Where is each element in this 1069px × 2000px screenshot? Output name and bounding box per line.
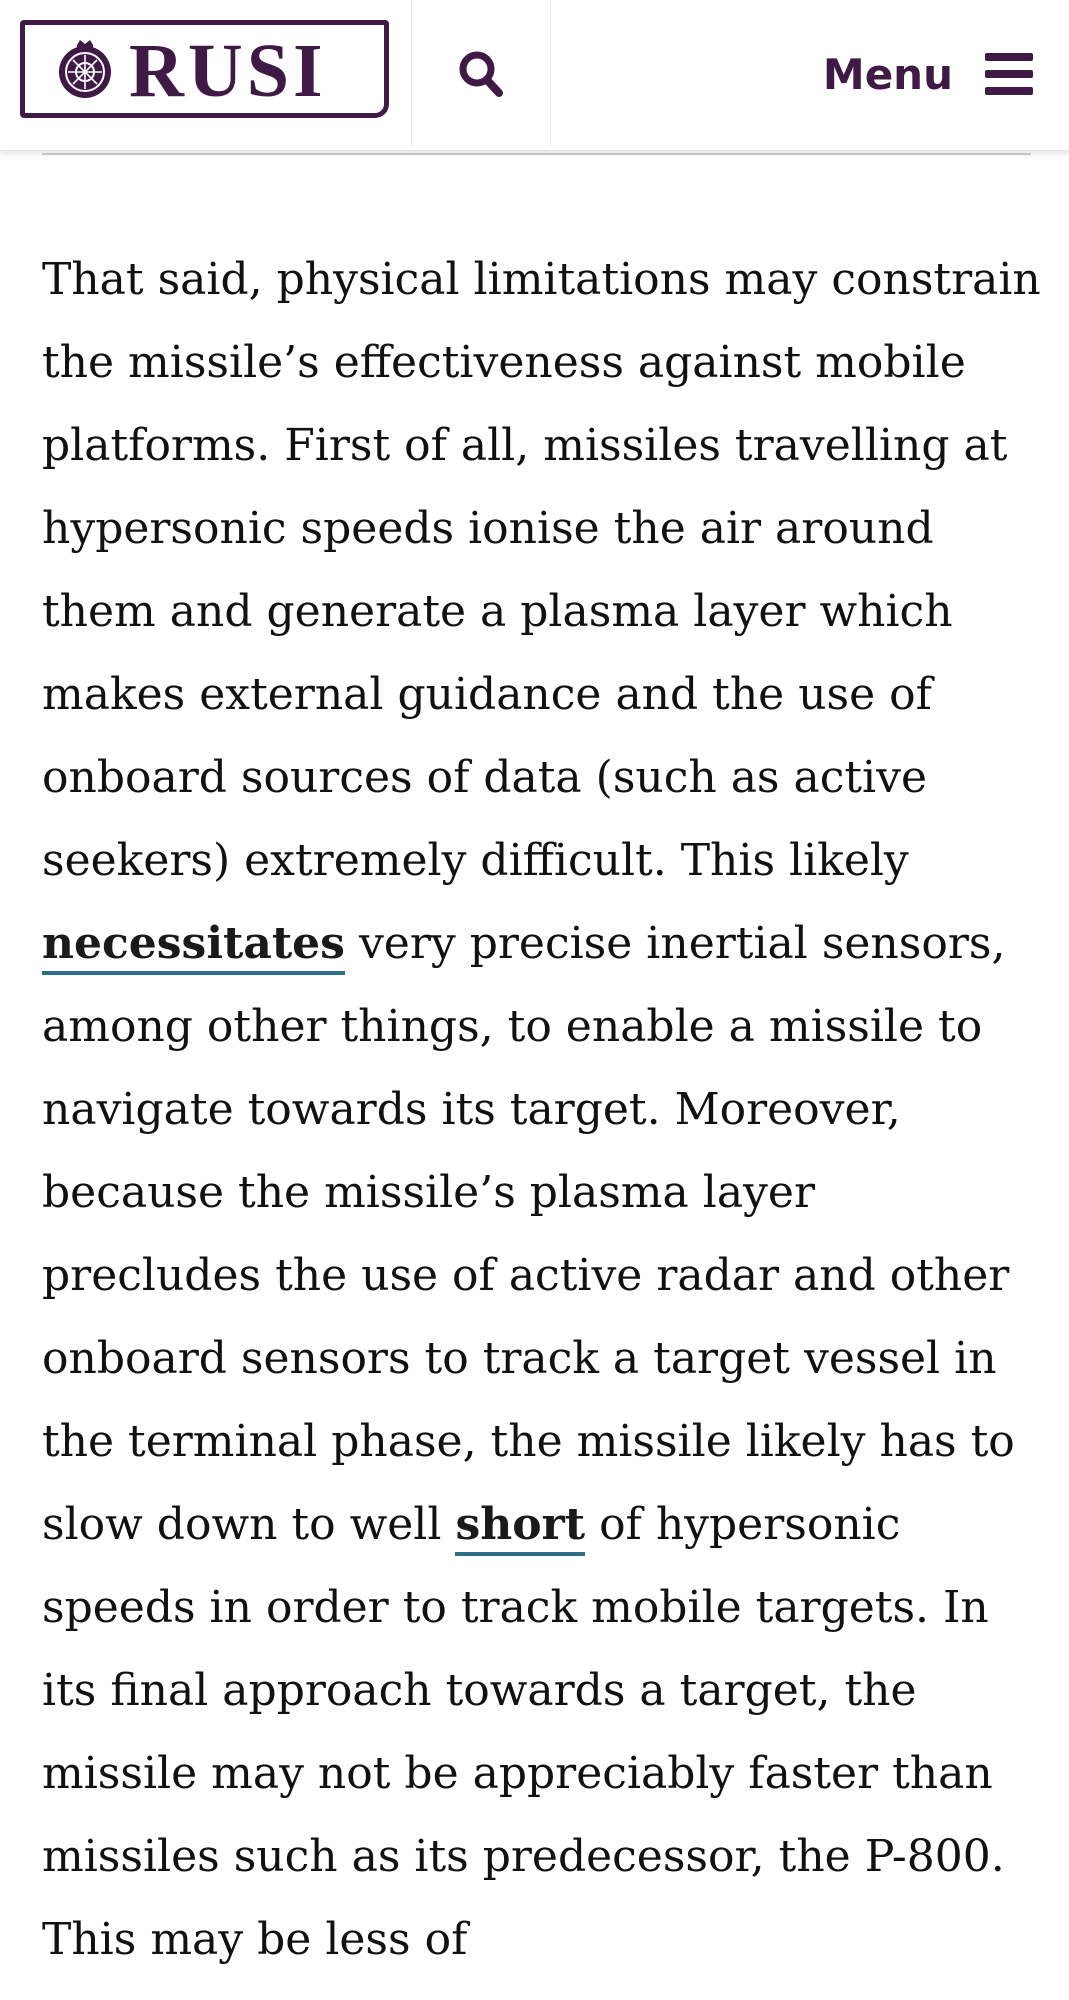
- search-button[interactable]: [412, 0, 550, 148]
- link-short[interactable]: short: [455, 1499, 585, 1556]
- menu-button[interactable]: [823, 0, 1033, 148]
- search-icon: [458, 50, 504, 98]
- menu-label: Menu: [822, 49, 953, 99]
- article-text: of hypersonic speeds in order to track mobile targets. In its final approach towards a target, the missile may not be appreciably faster than missiles such as its predecessor, the P-800. This may be less of: [42, 1499, 1005, 1965]
- hamburger-menu-icon: [985, 53, 1033, 95]
- link-necessitates[interactable]: necessitates: [42, 918, 345, 975]
- site-header: [0, 0, 1069, 151]
- rusi-logo[interactable]: [20, 20, 389, 118]
- header-rule: [42, 153, 1031, 155]
- article-text: That said, physical limitations may constrain the missile’s effectiveness against mobile platforms. First of all, missiles travelling at hypersonic speeds ionise the air around them and generate a plasma layer which makes external guidance and the use of onboard sources of data (such as active seekers) extremely difficult. This likely: [42, 254, 1041, 886]
- logo-wordmark: RUSI: [129, 29, 327, 113]
- crest-emblem-icon: [53, 37, 117, 101]
- article-text: very precise inertial sensors, among other things, to enable a missile to navigate towards its target. Moreover, because the missile’s plasma layer precludes the use of active radar and other onboard sensors to track a target vessel in the terminal phase, the missile likely has to slow down to well: [42, 918, 1015, 1550]
- header-divider: [550, 0, 551, 148]
- article-paragraph: [42, 238, 1042, 1981]
